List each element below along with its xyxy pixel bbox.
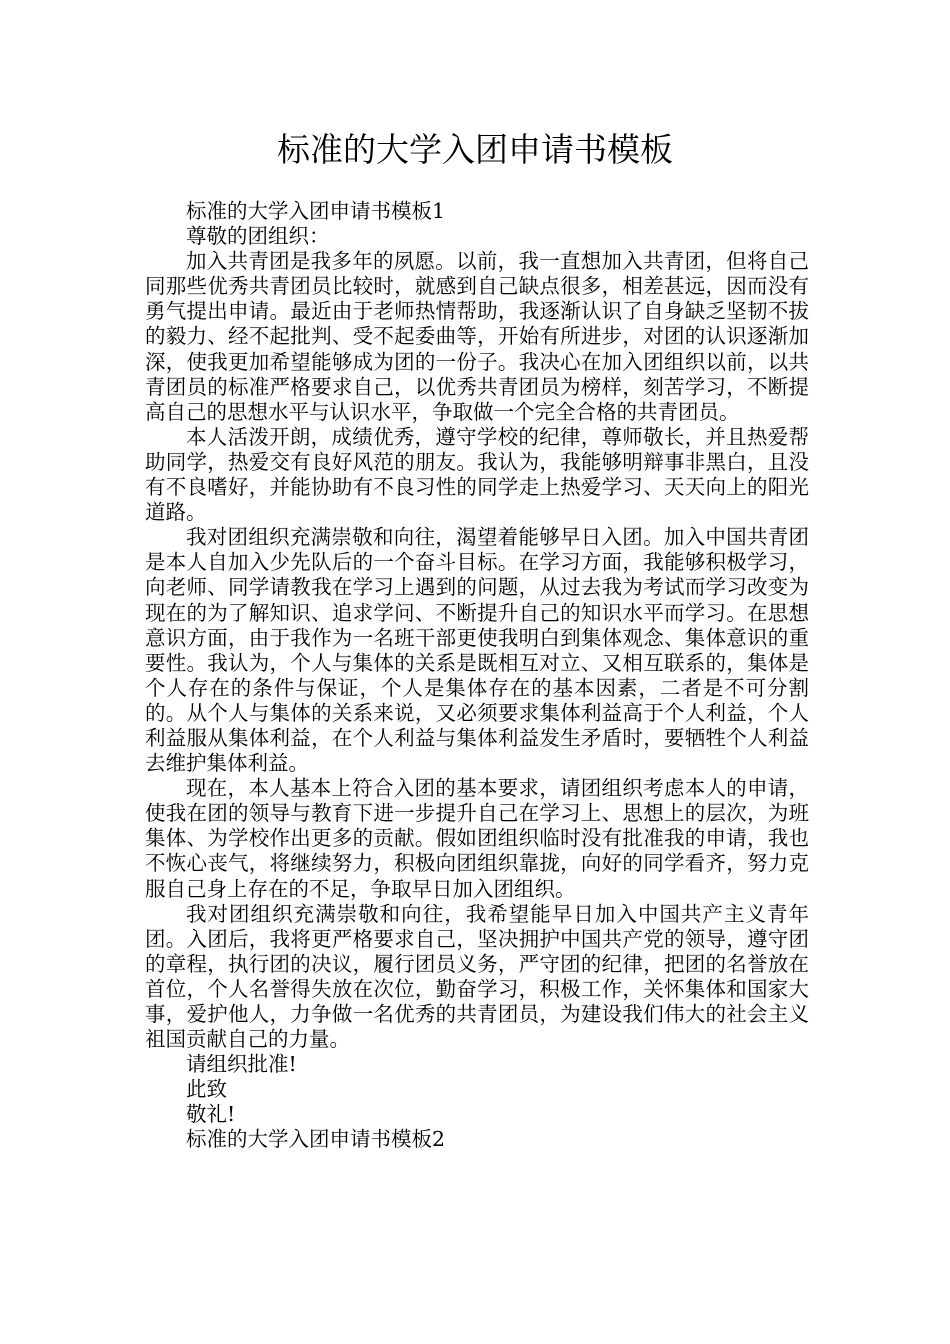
paragraph-2: 本人活泼开朗，成绩优秀，遵守学校的纪律，尊师敬长，并且热爱帮助同学，热爱交有良好风范的朋友。我认为，我能够明辩事非黑白，且没有不良嗜好，并能协助有不良习性的同学走上热爱学习、天天向上的阳光道路。	[145, 424, 809, 525]
closing-salute: 敬礼!	[186, 1102, 236, 1127]
closing-greeting: 此致	[186, 1077, 227, 1102]
paragraph-5: 我对团组织充满崇敬和向往，我希望能早日加入中国共产主义青年团。入团后，我将更严格要求自己，坚决拥护中国共产党的领导，遵守团的章程，执行团的决议，履行团员义务，严守团的纪律，把团的名誉放在首位，个人名誉得失放在次位，勤奋学习，积极工作，关怀集体和国家大事，爱护他人，力争做一名优秀的共青团员，为建设我们伟大的社会主义祖国贡献自己的力量。	[145, 901, 809, 1052]
closing-request: 请组织批准!	[186, 1052, 297, 1077]
section-heading-2: 标准的大学入团申请书模板2	[186, 1127, 446, 1152]
section-heading-1: 标准的大学入团申请书模板1	[186, 199, 446, 223]
document-title: 标准的大学入团申请书模板	[277, 130, 673, 169]
paragraph-4: 现在，本人基本上符合入团的基本要求，请团组织考虑本人的申请，使我在团的领导与教育下进一步提升自己在学习上、思想上的层次，为班集体、为学校作出更多的贡献。假如团组织临时没有批准我的申请，我也不恢心丧气，将继续努力，积极向团组织靠拢，向好的同学看齐，努力克服自己身上存在的不足，争取早日加入团组织。	[145, 776, 809, 901]
document-body	[145, 199, 809, 1153]
paragraph-1: 加入共青团是我多年的夙愿。以前，我一直想加入共青团，但将自己同那些优秀共青团员比较时，就感到自己缺点很多，相差甚远，因而没有勇气提出申请。最近由于老师热情帮助，我逐渐认识了自身缺乏坚韧不拔的毅力、经不起批判、受不起委曲等，开始有所进步，对团的认识逐渐加深，使我更加希望能够成为团的一份子。我决心在加入团组织以前，以共青团员的标准严格要求自己，以优秀共青团员为榜样，刻苦学习，不断提高自己的思想水平与认识水平，争取做一个完全合格的共青团员。	[145, 249, 809, 424]
salutation: 尊敬的团组织：	[186, 224, 330, 249]
paragraph-3: 我对团组织充满崇敬和向往，渴望着能够早日入团。加入中国共青团是本人自加入少先队后的一个奋斗目标。在学习方面，我能够积极学习，向老师、同学请教我在学习上遇到的问题，从过去我为考试而学习改变为现在的为了解知识、追求学问、不断提升自己的知识水平而学习。在思想意识方面，由于我作为一名班干部更使我明白到集体观念、集体意识的重要性。我认为，个人与集体的关系是既相互对立、又相互联系的，集体是个人存在的条件与保证，个人是集体存在的基本因素，二者是不可分割的。从个人与集体的关系来说，又必须要求集体利益高于个人利益，个人利益服从集体利益，在个人利益与集体利益发生矛盾时，要牺牲个人利益去维护集体利益。	[145, 525, 809, 776]
